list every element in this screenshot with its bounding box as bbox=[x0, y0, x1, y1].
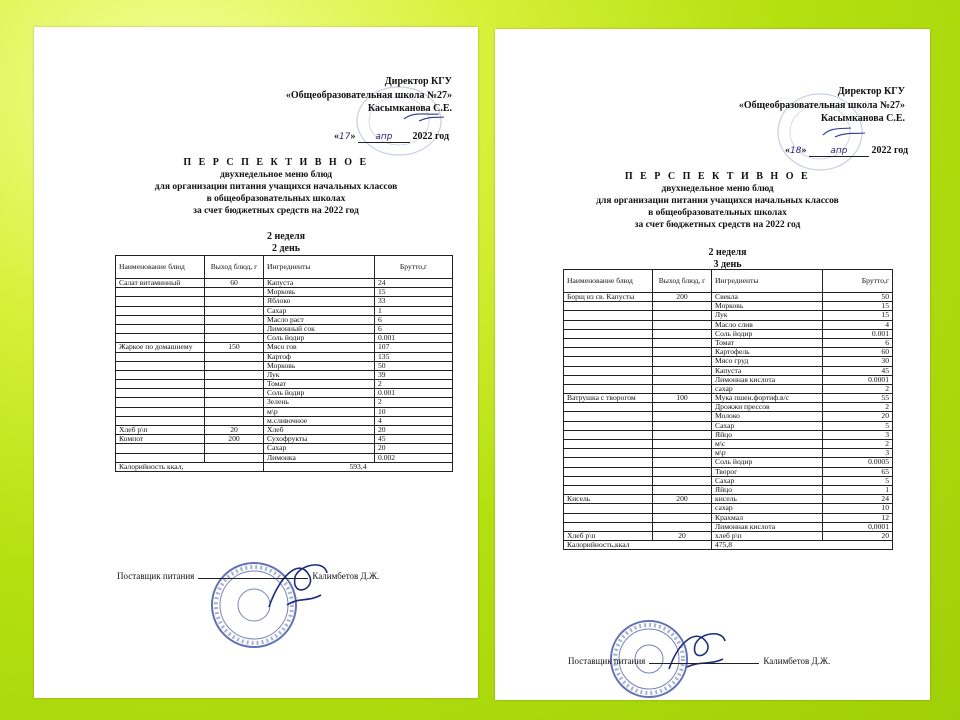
dish-name bbox=[116, 380, 205, 389]
gross-weight: 55 bbox=[823, 394, 893, 403]
signature-line bbox=[198, 578, 308, 579]
portion-weight: 60 bbox=[205, 279, 264, 288]
approval-date: «18» апр 2022 год bbox=[785, 145, 909, 156]
dish-name bbox=[564, 458, 653, 467]
ingredient-name: Крахмал bbox=[712, 513, 823, 522]
gross-weight: 6 bbox=[375, 315, 453, 324]
ingredient-name: Свекла bbox=[712, 293, 823, 302]
dish-name bbox=[564, 476, 653, 485]
portion-weight bbox=[653, 302, 712, 311]
dish-name bbox=[116, 288, 205, 297]
gross-weight: 4 bbox=[823, 320, 893, 329]
title-line-2: двухнедельное меню блюд bbox=[219, 170, 333, 180]
ingredient-name: Дрожжи прессов bbox=[712, 403, 823, 412]
table-row bbox=[116, 361, 453, 370]
gross-weight: 15 bbox=[823, 302, 893, 311]
day-label: 3 день bbox=[713, 259, 742, 270]
portion-weight bbox=[653, 421, 712, 430]
week-day-label bbox=[525, 247, 930, 271]
portion-weight bbox=[205, 297, 264, 306]
supplier-label: Поставщик питания bbox=[568, 656, 646, 666]
ingredient-name: Сахар bbox=[264, 444, 375, 453]
dish-name bbox=[564, 504, 653, 513]
ingredient-name: Томат bbox=[712, 338, 823, 347]
ingredient-name: Томат bbox=[264, 380, 375, 389]
portion-weight bbox=[653, 412, 712, 421]
gross-weight: 65 bbox=[823, 467, 893, 476]
table-row bbox=[116, 444, 453, 453]
title-line-4: в общеобразовательных школах bbox=[648, 208, 787, 218]
menu-table bbox=[563, 269, 893, 550]
gross-weight: 4 bbox=[375, 416, 453, 425]
ingredient-name: Соль йодир bbox=[712, 329, 823, 338]
gross-weight: 33 bbox=[375, 297, 453, 306]
ingredient-name: хлеб р\п bbox=[712, 531, 823, 540]
table-row bbox=[564, 357, 893, 366]
column-header: Брутто,г bbox=[823, 270, 893, 293]
ingredient-name: м.сливочное bbox=[264, 416, 375, 425]
portion-weight bbox=[653, 403, 712, 412]
ingredient-name: Мясо гов bbox=[264, 343, 375, 352]
portion-weight bbox=[205, 453, 264, 462]
gross-weight: 20 bbox=[823, 412, 893, 421]
ingredient-name: Яйцо bbox=[712, 430, 823, 439]
week-day-label bbox=[94, 231, 478, 255]
gross-weight: 0.0005 bbox=[823, 458, 893, 467]
portion-weight bbox=[653, 357, 712, 366]
school-name: «Общеобразовательная школа №27» bbox=[738, 99, 905, 111]
dish-name bbox=[116, 324, 205, 333]
gross-weight: 10 bbox=[375, 407, 453, 416]
dish-name: Салат витаминный bbox=[116, 279, 205, 288]
portion-weight bbox=[653, 366, 712, 375]
gross-weight: 15 bbox=[823, 311, 893, 320]
dish-name bbox=[564, 449, 653, 458]
portion-weight: 20 bbox=[205, 426, 264, 435]
dish-name bbox=[116, 306, 205, 315]
supplier-name: Калимбетов Д.Ж. bbox=[312, 571, 380, 581]
table-row bbox=[116, 306, 453, 315]
table-row bbox=[564, 375, 893, 384]
gross-weight: 24 bbox=[823, 495, 893, 504]
gross-weight: 1 bbox=[375, 306, 453, 315]
gross-weight: 39 bbox=[375, 370, 453, 379]
table-row bbox=[116, 398, 453, 407]
gross-weight: 6 bbox=[823, 338, 893, 347]
table-row bbox=[564, 311, 893, 320]
document-title bbox=[74, 157, 478, 217]
gross-weight: 50 bbox=[375, 361, 453, 370]
dish-name bbox=[564, 412, 653, 421]
table-row bbox=[564, 366, 893, 375]
gross-weight: 20 bbox=[375, 444, 453, 453]
calorie-row bbox=[564, 541, 893, 550]
dish-name bbox=[564, 440, 653, 449]
dish-name bbox=[116, 361, 205, 370]
gross-weight: 107 bbox=[375, 343, 453, 352]
gross-weight: 135 bbox=[375, 352, 453, 361]
director-title: Директор КГУ bbox=[384, 76, 452, 87]
dish-name bbox=[564, 421, 653, 430]
dish-name: Жаркое по домашнему bbox=[116, 343, 205, 352]
approval-date: «17» апр 2022 год bbox=[334, 131, 450, 142]
ingredient-name: Мясо груд bbox=[712, 357, 823, 366]
gross-weight: 10 bbox=[823, 504, 893, 513]
portion-weight: 20 bbox=[653, 531, 712, 540]
ingredient-name: Молоко bbox=[712, 412, 823, 421]
ingredient-name: Хлеб bbox=[264, 426, 375, 435]
ingredient-name: м\с bbox=[712, 440, 823, 449]
portion-weight bbox=[205, 352, 264, 361]
ingredient-name: Сухофрукты bbox=[264, 435, 375, 444]
week-label: 2 неделя bbox=[708, 247, 747, 258]
ingredient-name: Масло слив bbox=[712, 320, 823, 329]
ingredient-name: сахар bbox=[712, 384, 823, 393]
portion-weight bbox=[653, 440, 712, 449]
ingredient-name: Капуста bbox=[712, 366, 823, 375]
ingredient-name: Морковь bbox=[264, 288, 375, 297]
dish-name bbox=[116, 407, 205, 416]
dish-name: Ватрушка с творогом bbox=[564, 394, 653, 403]
ingredient-name: Творог bbox=[712, 467, 823, 476]
gross-weight: 0.0001 bbox=[823, 375, 893, 384]
approval-header bbox=[286, 75, 452, 116]
gross-weight: 5 bbox=[823, 421, 893, 430]
ingredient-name: Морковь bbox=[712, 302, 823, 311]
ingredient-name: Яйцо bbox=[712, 485, 823, 494]
table-row bbox=[564, 522, 893, 531]
title-line-1: П Е Р С П Е К Т И В Н О Е bbox=[183, 157, 369, 168]
ingredient-name: Зелень bbox=[264, 398, 375, 407]
gross-weight: 0.001 bbox=[375, 389, 453, 398]
day-label: 2 день bbox=[271, 243, 301, 254]
dish-name: Кисель bbox=[564, 495, 653, 504]
gross-weight: 0,0001 bbox=[823, 522, 893, 531]
portion-weight bbox=[653, 476, 712, 485]
menu-table bbox=[115, 255, 453, 472]
dish-name bbox=[116, 352, 205, 361]
dish-name bbox=[116, 315, 205, 324]
portion-weight: 200 bbox=[653, 495, 712, 504]
title-line-2: двухнедельное меню блюд bbox=[661, 184, 774, 194]
portion-weight bbox=[205, 380, 264, 389]
document-title bbox=[505, 171, 930, 231]
ingredient-name: сахар bbox=[712, 504, 823, 513]
table-row bbox=[564, 412, 893, 421]
gross-weight: 2 bbox=[823, 384, 893, 393]
gross-weight: 60 bbox=[823, 348, 893, 357]
ingredient-name: Капуста bbox=[264, 279, 375, 288]
gross-weight: 3 bbox=[823, 449, 893, 458]
director-name: Касымканова С.Е. bbox=[367, 103, 452, 114]
portion-weight: 200 bbox=[653, 293, 712, 302]
menu-page-day-3 bbox=[495, 29, 930, 700]
portion-weight bbox=[653, 338, 712, 347]
table-row bbox=[564, 440, 893, 449]
ingredient-name: Сахар bbox=[712, 476, 823, 485]
date-year: 2022 год bbox=[412, 131, 450, 142]
gross-weight: 6 bbox=[375, 324, 453, 333]
table-row bbox=[564, 513, 893, 522]
date-year: 2022 год bbox=[871, 145, 909, 156]
table-row bbox=[564, 467, 893, 476]
table-row bbox=[564, 504, 893, 513]
table-row bbox=[564, 458, 893, 467]
portion-weight bbox=[653, 458, 712, 467]
dish-name bbox=[564, 522, 653, 531]
calorie-row bbox=[116, 462, 453, 471]
dish-name: Хлеб р\п bbox=[116, 426, 205, 435]
gross-weight: 50 bbox=[823, 293, 893, 302]
portion-weight bbox=[653, 311, 712, 320]
portion-weight: 200 bbox=[205, 435, 264, 444]
gross-weight: 1 bbox=[823, 485, 893, 494]
gross-weight: 24 bbox=[375, 279, 453, 288]
table-row bbox=[116, 352, 453, 361]
portion-weight bbox=[653, 375, 712, 384]
gross-weight: 2 bbox=[823, 403, 893, 412]
gross-weight: 20 bbox=[823, 531, 893, 540]
column-header: Выход блюд, г bbox=[205, 256, 264, 279]
dish-name bbox=[116, 398, 205, 407]
ingredient-name: м\р bbox=[264, 407, 375, 416]
seal-stamp-icon bbox=[199, 547, 349, 657]
ingredient-name: Мука пшен.фортиф.в/с bbox=[712, 394, 823, 403]
calorie-label: Калорийность ккал, bbox=[116, 462, 264, 471]
column-header: Ингредиенты bbox=[264, 256, 375, 279]
dish-name bbox=[564, 338, 653, 347]
ingredient-name: Соль йодир bbox=[264, 334, 375, 343]
portion-weight bbox=[205, 315, 264, 324]
gross-weight: 3 bbox=[823, 430, 893, 439]
dish-name bbox=[564, 366, 653, 375]
ingredient-name: кисель bbox=[712, 495, 823, 504]
table-row bbox=[564, 430, 893, 439]
table-header-row bbox=[564, 270, 893, 293]
supplier-signature-line bbox=[117, 571, 457, 581]
ingredient-name: Лимонная кислота bbox=[712, 375, 823, 384]
column-header: Наименование блюд bbox=[116, 256, 205, 279]
table-row bbox=[116, 343, 453, 352]
menu-page-day-2 bbox=[34, 27, 478, 698]
dish-name bbox=[564, 320, 653, 329]
date-day: 18 bbox=[790, 146, 802, 156]
title-line-5: за счет бюджетных средств на 2022 год bbox=[193, 206, 359, 216]
gross-weight: 30 bbox=[823, 357, 893, 366]
approval-header bbox=[739, 85, 905, 126]
ingredient-name: Лимонная кислота bbox=[712, 522, 823, 531]
portion-weight bbox=[205, 306, 264, 315]
dish-name bbox=[564, 375, 653, 384]
portion-weight bbox=[205, 370, 264, 379]
supplier-label: Поставщик питания bbox=[117, 571, 195, 581]
date-month: апр bbox=[809, 146, 869, 157]
dish-name: Борщ из св. Капусты bbox=[564, 293, 653, 302]
portion-weight bbox=[205, 324, 264, 333]
portion-weight bbox=[653, 522, 712, 531]
ingredient-name: Морковь bbox=[264, 361, 375, 370]
portion-weight bbox=[653, 430, 712, 439]
portion-weight bbox=[205, 361, 264, 370]
director-name: Касымканова С.Е. bbox=[820, 113, 905, 124]
column-header: Наименование блюд bbox=[564, 270, 653, 293]
dish-name bbox=[116, 370, 205, 379]
portion-weight bbox=[653, 504, 712, 513]
table-row bbox=[116, 407, 453, 416]
table-row bbox=[116, 297, 453, 306]
ingredient-name: Лук bbox=[264, 370, 375, 379]
ingredient-name: Сахар bbox=[712, 421, 823, 430]
gross-weight: 5 bbox=[823, 476, 893, 485]
calorie-value: 593,4 bbox=[264, 462, 453, 471]
dish-name bbox=[116, 453, 205, 462]
week-label: 2 неделя bbox=[266, 231, 306, 242]
ingredient-name: Картоф bbox=[264, 352, 375, 361]
calorie-value: 475,8 bbox=[712, 541, 893, 550]
dish-name bbox=[564, 311, 653, 320]
calorie-label: Калорийность,ккал bbox=[564, 541, 712, 550]
dish-name bbox=[564, 302, 653, 311]
dish-name bbox=[564, 430, 653, 439]
dish-name bbox=[564, 513, 653, 522]
table-row bbox=[564, 320, 893, 329]
supplier-signature-line bbox=[568, 656, 908, 666]
gross-weight: 45 bbox=[823, 366, 893, 375]
column-header: Выход блюд, г bbox=[653, 270, 712, 293]
ingredient-name: Лимонка bbox=[264, 453, 375, 462]
ingredient-name: Лук bbox=[712, 311, 823, 320]
portion-weight bbox=[653, 513, 712, 522]
title-line-4: в общеобразовательных школах bbox=[206, 194, 346, 204]
dish-name bbox=[564, 357, 653, 366]
portion-weight: 150 bbox=[205, 343, 264, 352]
gross-weight: 45 bbox=[375, 435, 453, 444]
dish-name: Компот bbox=[116, 435, 205, 444]
table-row bbox=[116, 416, 453, 425]
gross-weight: 2 bbox=[375, 398, 453, 407]
ingredient-name: Соль йодир bbox=[712, 458, 823, 467]
school-name: «Общеобразовательная школа №27» bbox=[285, 89, 452, 101]
dish-name bbox=[116, 389, 205, 398]
portion-weight bbox=[653, 329, 712, 338]
signature-line bbox=[649, 663, 759, 664]
gross-weight: 0.001 bbox=[823, 329, 893, 338]
dish-name bbox=[564, 467, 653, 476]
dish-name bbox=[116, 297, 205, 306]
ingredient-name: м\р bbox=[712, 449, 823, 458]
dish-name bbox=[564, 403, 653, 412]
gross-weight: 2 bbox=[823, 440, 893, 449]
portion-weight bbox=[205, 389, 264, 398]
table-row bbox=[564, 421, 893, 430]
portion-weight bbox=[653, 449, 712, 458]
director-title: Директор КГУ bbox=[837, 86, 905, 97]
portion-weight bbox=[205, 444, 264, 453]
gross-weight: 0.001 bbox=[375, 334, 453, 343]
ingredient-name: Сахар bbox=[264, 306, 375, 315]
dish-name bbox=[564, 329, 653, 338]
ingredient-name: Соль йодир bbox=[264, 389, 375, 398]
ingredient-name: Яблоко bbox=[264, 297, 375, 306]
ingredient-name: Картофель bbox=[712, 348, 823, 357]
gross-weight: 20 bbox=[375, 426, 453, 435]
date-month: апр bbox=[358, 132, 410, 143]
gross-weight: 0.002 bbox=[375, 453, 453, 462]
gross-weight: 12 bbox=[823, 513, 893, 522]
portion-weight bbox=[653, 320, 712, 329]
portion-weight bbox=[205, 288, 264, 297]
dish-name bbox=[116, 444, 205, 453]
portion-weight: 100 bbox=[653, 394, 712, 403]
portion-weight bbox=[205, 407, 264, 416]
date-day: 17 bbox=[339, 132, 351, 142]
title-line-5: за счет бюджетных средств на 2022 год bbox=[634, 220, 801, 230]
supplier-name: Калимбетов Д.Ж. bbox=[763, 656, 831, 666]
portion-weight bbox=[653, 348, 712, 357]
table-header-row bbox=[116, 256, 453, 279]
dish-name bbox=[564, 348, 653, 357]
table-row bbox=[564, 302, 893, 311]
dish-name: Хлеб р\п bbox=[564, 531, 653, 540]
title-line-1: П Е Р С П Е К Т И В Н О Е bbox=[624, 171, 811, 182]
column-header: Ингредиенты bbox=[712, 270, 823, 293]
gross-weight: 15 bbox=[375, 288, 453, 297]
ingredient-name: Лимонный сок bbox=[264, 324, 375, 333]
title-line-3: для организации питания учащихся начальных классов bbox=[154, 182, 398, 192]
table-row bbox=[116, 453, 453, 462]
ingredient-name: Масло раст bbox=[264, 315, 375, 324]
gross-weight: 2 bbox=[375, 380, 453, 389]
column-header: Брутто,г bbox=[375, 256, 453, 279]
portion-weight bbox=[205, 398, 264, 407]
title-line-3: для организации питания учащихся начальных классов bbox=[596, 196, 839, 206]
portion-weight bbox=[653, 467, 712, 476]
